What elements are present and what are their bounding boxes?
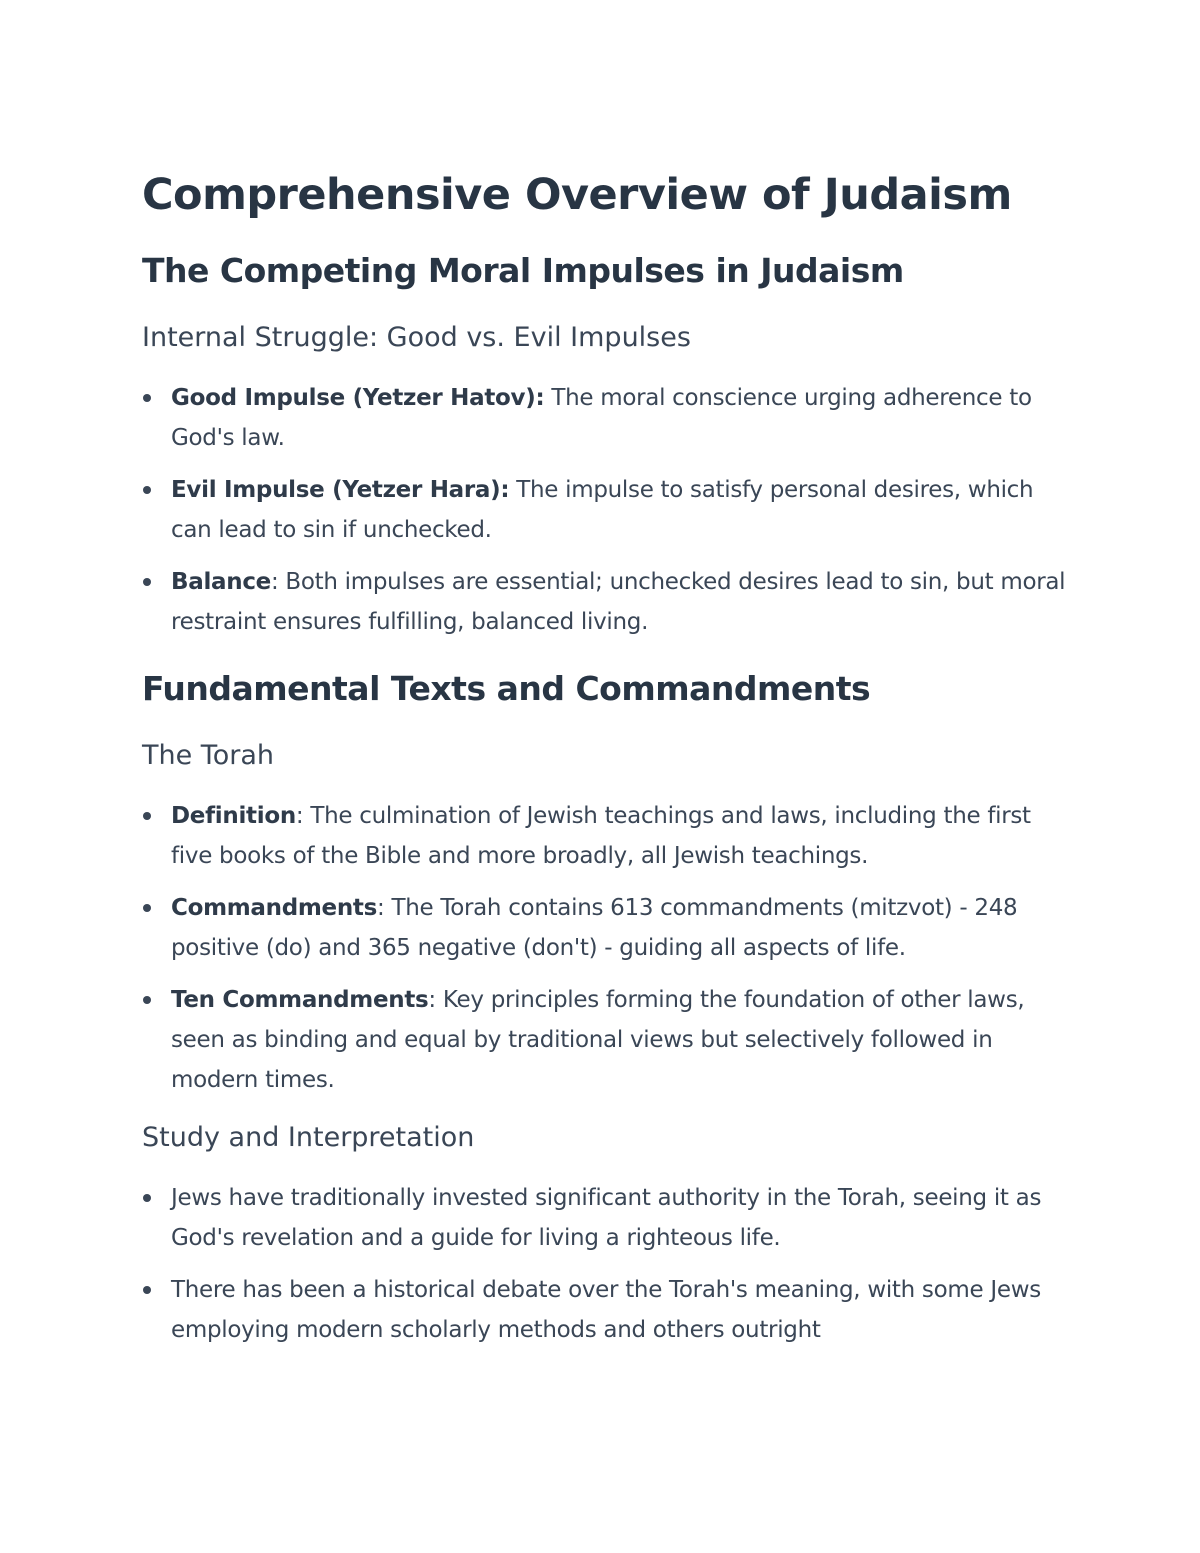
- list-item: [142, 470, 1072, 550]
- list-item: [142, 1178, 1072, 1258]
- list-item-text: The impulse to satisfy personal desires, which can lead to sin if unchecked.: [171, 477, 1034, 543]
- section-heading-moral-impulses: The Competing Moral Impulses in Judaism: [142, 251, 904, 290]
- list-item-text: The moral conscience urging adherence to God's law.: [171, 385, 1032, 451]
- list-item-text: : The culmination of Jewish teachings and laws, including the first five books of the Bible and more broadly, all Jewish teachings.: [171, 803, 1031, 869]
- list-item: [142, 1270, 1072, 1350]
- impulses-list: [142, 378, 1072, 642]
- bullet-icon: [143, 578, 151, 586]
- subsection-heading-study-interpretation: Study and Interpretation: [142, 1122, 475, 1153]
- list-item-term: Good Impulse (Yetzer Hatov):: [171, 385, 545, 411]
- list-item-text: Jews have traditionally invested significant authority in the Torah, seeing it as God's revelation and a guide for living a righteous life.: [171, 1185, 1042, 1251]
- study-list: [142, 1178, 1072, 1350]
- list-item: [142, 796, 1072, 876]
- list-item-term: Evil Impulse (Yetzer Hara):: [171, 477, 510, 503]
- bullet-icon: [143, 1286, 151, 1294]
- subsection-heading-internal-struggle: Internal Struggle: Good vs. Evil Impulses: [142, 322, 691, 353]
- bullet-icon: [143, 904, 151, 912]
- list-item: [142, 378, 1072, 458]
- torah-list: [142, 796, 1072, 1100]
- list-item-term: Commandments: [171, 895, 377, 921]
- list-item: [142, 888, 1072, 968]
- list-item-term: Ten Commandments: [171, 987, 429, 1013]
- bullet-icon: [143, 996, 151, 1004]
- bullet-icon: [143, 486, 151, 494]
- document-page: [142, 168, 1072, 1350]
- list-item-text: : Key principles forming the foundation of other laws, seen as binding and equal by traditional views but selectively followed in modern times.: [171, 987, 1025, 1093]
- bullet-icon: [143, 812, 151, 820]
- list-item-term: Definition: [171, 803, 296, 829]
- bullet-icon: [143, 1194, 151, 1202]
- list-item-term: Balance: [171, 569, 271, 595]
- list-item-text: There has been a historical debate over the Torah's meaning, with some Jews employing modern scholarly methods and others outright: [171, 1277, 1041, 1343]
- document-title: Comprehensive Overview of Judaism: [142, 170, 1012, 220]
- bullet-icon: [143, 394, 151, 402]
- section-heading-texts-commandments: Fundamental Texts and Commandments: [142, 669, 871, 708]
- list-item-text: : The Torah contains 613 commandments (mitzvot) - 248 positive (do) and 365 negative (don't) - guiding all aspects of life.: [171, 895, 1018, 961]
- list-item: [142, 562, 1072, 642]
- subsection-heading-torah: The Torah: [142, 740, 274, 771]
- list-item-text: : Both impulses are essential; unchecked desires lead to sin, but moral restraint ensures fulfilling, balanced living.: [171, 569, 1066, 635]
- list-item: [142, 980, 1072, 1100]
